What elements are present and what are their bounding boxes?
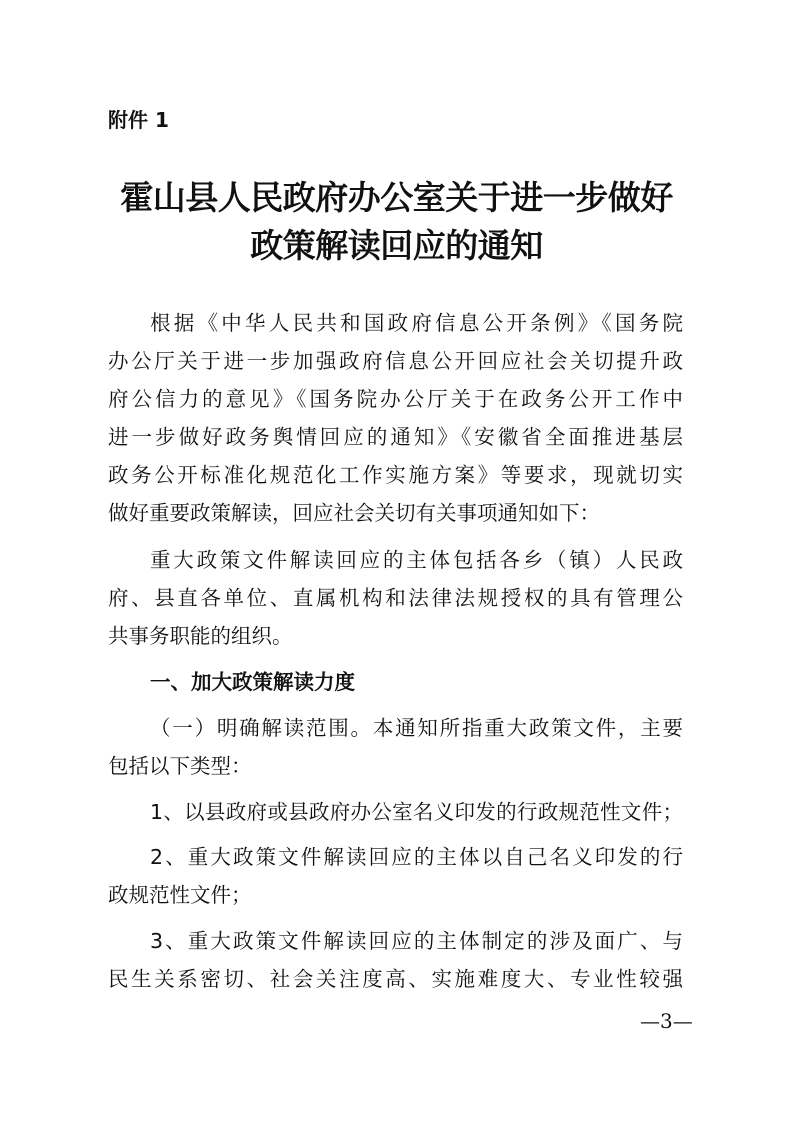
section-heading-1: 一、加大政策解读力度 [150,670,355,694]
attachment-label: 附件 1 [108,108,169,132]
body-line-3: 府公信力的意见》《国务院办公厅关于在政务公开工作中 [108,387,683,411]
list-item-3: 3、重大政策文件解读回应的主体制定的涉及面广、与 [150,929,683,953]
body-line-5: 政务公开标准化规范化工作实施方案》等要求，现就切实 [108,463,683,487]
body-line-2: 办公厅关于进一步加强政府信息公开回应社会关切提升政 [108,349,683,373]
body-line-11: （一）明确解读范围。本通知所指重大政策文件，主要 [150,716,683,740]
page-number: —3— [640,1009,693,1033]
body-line-7: 重大政策文件解读回应的主体包括各乡（镇）人民政 [150,548,683,572]
body-line-12: 包括以下类型： [108,754,252,778]
body-line-9: 共事务职能的组织。 [108,624,293,648]
list-item-1: 1、以县政府或县政府办公室名义印发的行政规范性文件； [150,800,683,824]
list-item-3-cont: 民生关系密切、社会关注度高、实施难度大、专业性较强 [108,967,683,991]
body-line-8: 府、县直各单位、直属机构和法律法规授权的具有管理公 [108,586,683,610]
document-title-line-1: 霍山县人民政府办公室关于进一步做好 [120,178,673,217]
body-line-1: 根据《中华人民共和国政府信息公开条例》《国务院 [150,311,683,335]
list-item-2-cont: 政规范性文件； [108,883,252,907]
document-title-line-2: 政策解读回应的通知 [250,226,543,265]
list-item-2: 2、重大政策文件解读回应的主体以自己名义印发的行 [150,845,683,869]
body-line-4: 进一步做好政务舆情回应的通知》《安徽省全面推进基层 [108,425,683,449]
body-line-6: 做好重要政策解读，回应社会关切有关事项通知如下： [108,501,600,525]
